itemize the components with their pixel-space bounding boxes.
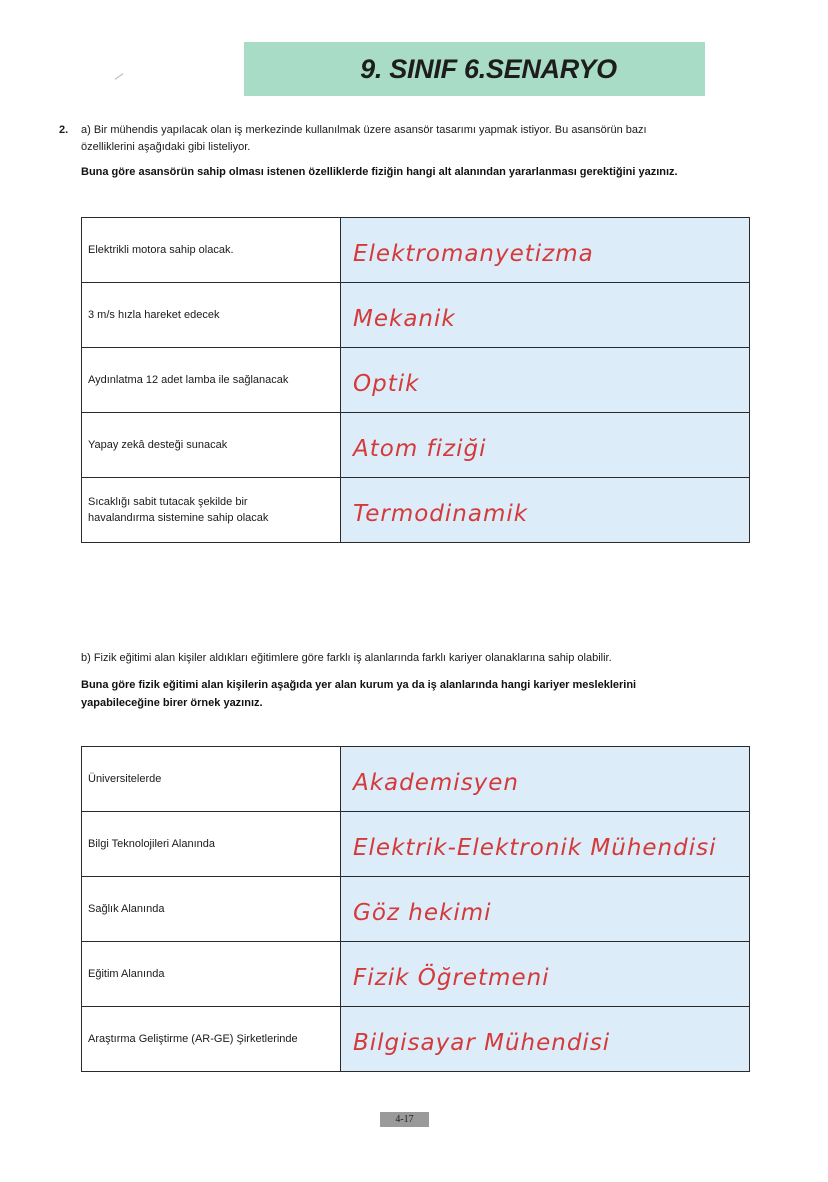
part-a-instruction: Buna göre asansörün sahip olması istenen özelliklerde fiziğin hangi alt alanından yararlanması gerektiğini yazınız. — [81, 166, 678, 178]
table-row — [82, 877, 750, 942]
feature-line: Sıcaklığı sabit tutacak şekilde bir — [88, 496, 248, 508]
feature-cell — [82, 478, 341, 543]
feature-cell: Elektrikli motora sahip olacak. — [82, 218, 341, 283]
feature-cell: Aydınlatma 12 adet lamba ile sağlanacak — [82, 348, 341, 413]
answer-cell: Termodinamik — [341, 478, 750, 543]
answer-cell: Optik — [341, 348, 750, 413]
answer-cell: Elektrik-Elektronik Mühendisi — [341, 812, 750, 877]
table-row — [82, 283, 750, 348]
question-number: 2. — [59, 124, 69, 136]
field-cell: Bilgi Teknolojileri Alanında — [82, 812, 341, 877]
answer-cell: Bilgisayar Mühendisi — [341, 1007, 750, 1072]
field-cell: Sağlık Alanında — [82, 877, 341, 942]
table-row — [82, 812, 750, 877]
answer-cell: Göz hekimi — [341, 877, 750, 942]
table-row — [82, 348, 750, 413]
field-cell: Eğitim Alanında — [82, 942, 341, 1007]
part-a-table — [81, 217, 750, 543]
title-banner — [244, 42, 705, 96]
part-b-instruction-line2: yapabileceğine birer örnek yazınız. — [81, 697, 263, 709]
answer-cell: Mekanik — [341, 283, 750, 348]
part-b-instruction-line1: Buna göre fizik eğitimi alan kişilerin aşağıda yer alan kurum ya da iş alanlarında hangi kariyer mesleklerini — [81, 679, 637, 691]
part-a-intro-line2: özelliklerini aşağıdaki gibi listeliyor. — [81, 141, 251, 153]
table-row — [82, 413, 750, 478]
part-a-intro-line1: a) Bir mühendis yapılacak olan iş merkezinde kullanılmak üzere asansör tasarımı yapmak istiyor. Bu asansörün bazı — [81, 124, 647, 136]
answer-cell: Atom fiziği — [341, 413, 750, 478]
table-row — [82, 1007, 750, 1072]
stray-pen-mark — [115, 73, 124, 80]
field-cell: Üniversitelerde — [82, 747, 341, 812]
feature-cell: 3 m/s hızla hareket edecek — [82, 283, 341, 348]
answer-cell: Elektromanyetizma — [341, 218, 750, 283]
page-title: 9. SINIF 6.SENARYO — [360, 53, 617, 84]
part-b-intro: b) Fizik eğitimi alan kişiler aldıkları eğitimlere göre farklı iş alanlarında farklı kariyer olanaklarına sahip olabilir. — [81, 652, 612, 664]
table-row — [82, 218, 750, 283]
feature-line: havalandırma sistemine sahip olacak — [88, 512, 269, 524]
answer-cell: Fizik Öğretmeni — [341, 942, 750, 1007]
feature-cell: Yapay zekâ desteği sunacak — [82, 413, 341, 478]
answer-cell: Akademisyen — [341, 747, 750, 812]
table-row — [82, 478, 750, 543]
page-number: 4-17 — [380, 1112, 429, 1127]
field-cell: Araştırma Geliştirme (AR-GE) Şirketlerinde — [82, 1007, 341, 1072]
part-b-table — [81, 746, 750, 1072]
table-row — [82, 942, 750, 1007]
table-row — [82, 747, 750, 812]
